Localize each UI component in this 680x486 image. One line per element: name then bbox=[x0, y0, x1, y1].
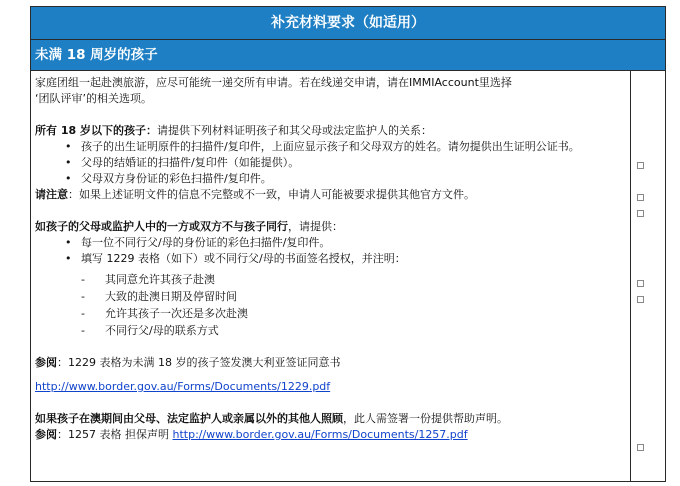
third-party-body: ，此人需签署一份提供帮助声明。 bbox=[343, 412, 508, 425]
requirements-table bbox=[30, 6, 666, 482]
list-item: • 填写 1229 表格（如下）或不同行父/母的书面签名授权，并注明： bbox=[81, 251, 627, 267]
ref-1257-text: ：1257 表格 担保声明 bbox=[57, 428, 173, 441]
checkbox-column-divider bbox=[630, 71, 631, 481]
list-item: - 大致的赴澳日期及停留时间 bbox=[105, 288, 627, 305]
section-title: 未满 18 周岁的孩子 bbox=[31, 40, 665, 71]
note-bold: 请注意 bbox=[35, 188, 68, 201]
list-item: • 父母的结婚证的扫描件/复印件（如能提供）。 bbox=[81, 155, 627, 171]
form-1257-link[interactable]: http://www.border.gov.au/Forms/Documents/1257.pdf bbox=[172, 428, 468, 441]
not-traveling-lead bbox=[35, 219, 627, 235]
table-header: 补充材料要求（如适用） bbox=[31, 7, 665, 40]
not-traveling-bold: 如孩子的父母或监护人中的一方或双方不与孩子同行 bbox=[35, 220, 288, 233]
list-item: - 其同意允许其孩子赴澳 bbox=[105, 271, 627, 288]
checkbox-form-1229[interactable] bbox=[637, 296, 644, 303]
authorization-details-list bbox=[35, 271, 627, 339]
section-content bbox=[35, 75, 627, 443]
ref-1229 bbox=[35, 355, 627, 371]
not-traveling-list bbox=[35, 235, 627, 267]
note-text bbox=[35, 187, 627, 203]
ref-1257 bbox=[35, 427, 627, 443]
list-item: • 每一位不同行父/母的身份证的彩色扫描件/复印件。 bbox=[81, 235, 627, 251]
list-item: • 孩子的出生证明原件的扫描件/复印件，上面应显示孩子和父母双方的姓名。请勿提供出生证明公证书。 bbox=[81, 139, 627, 155]
checkbox-marriage-certificate[interactable] bbox=[637, 194, 644, 201]
form-1229-link[interactable]: http://www.border.gov.au/Forms/Documents/1229.pdf bbox=[35, 380, 331, 393]
list-item: - 允许其孩子一次还是多次赴澳 bbox=[105, 305, 627, 322]
section-body bbox=[31, 71, 665, 481]
list-item: • 父母双方身份证的彩色扫描件/复印件。 bbox=[81, 171, 627, 187]
checkbox-absent-parent-id[interactable] bbox=[637, 280, 644, 287]
checkbox-birth-certificate[interactable] bbox=[637, 162, 644, 169]
under18-lead bbox=[35, 123, 627, 139]
ref-1229-text: ：1229 表格为未满 18 岁的孩子签发澳大利亚签证同意书 bbox=[57, 356, 341, 369]
under18-lead-text: 请提供下列材料证明孩子和其父母或法定监护人的关系： bbox=[156, 124, 432, 137]
under18-list bbox=[35, 139, 627, 187]
checkbox-parents-id[interactable] bbox=[637, 210, 644, 217]
intro-line-2: ‘团队评审’的相关选项。 bbox=[35, 92, 152, 105]
under18-lead-bold: 所有 18 岁以下的孩子： bbox=[35, 124, 157, 137]
ref-1257-bold: 参阅 bbox=[35, 428, 57, 441]
checkbox-form-1257[interactable] bbox=[637, 444, 644, 451]
note-body: ：如果上述证明文件的信息不完整或不一致，申请人可能被要求提供其他官方文件。 bbox=[68, 188, 475, 201]
intro-text bbox=[35, 75, 627, 107]
ref-1229-bold: 参阅 bbox=[35, 356, 57, 369]
not-traveling-text: ，请提供： bbox=[288, 220, 343, 233]
third-party-bold: 如果孩子在澳期间由父母、法定监护人或亲属以外的其他人照顾 bbox=[35, 412, 343, 425]
intro-line-1: 家庭团组一起赴澳旅游，应尽可能统一递交所有申请。若在线递交申请，请在IMMIAccount里选择 bbox=[35, 76, 512, 89]
third-party-text bbox=[35, 411, 627, 427]
list-item: - 不同行父/母的联系方式 bbox=[105, 322, 627, 339]
